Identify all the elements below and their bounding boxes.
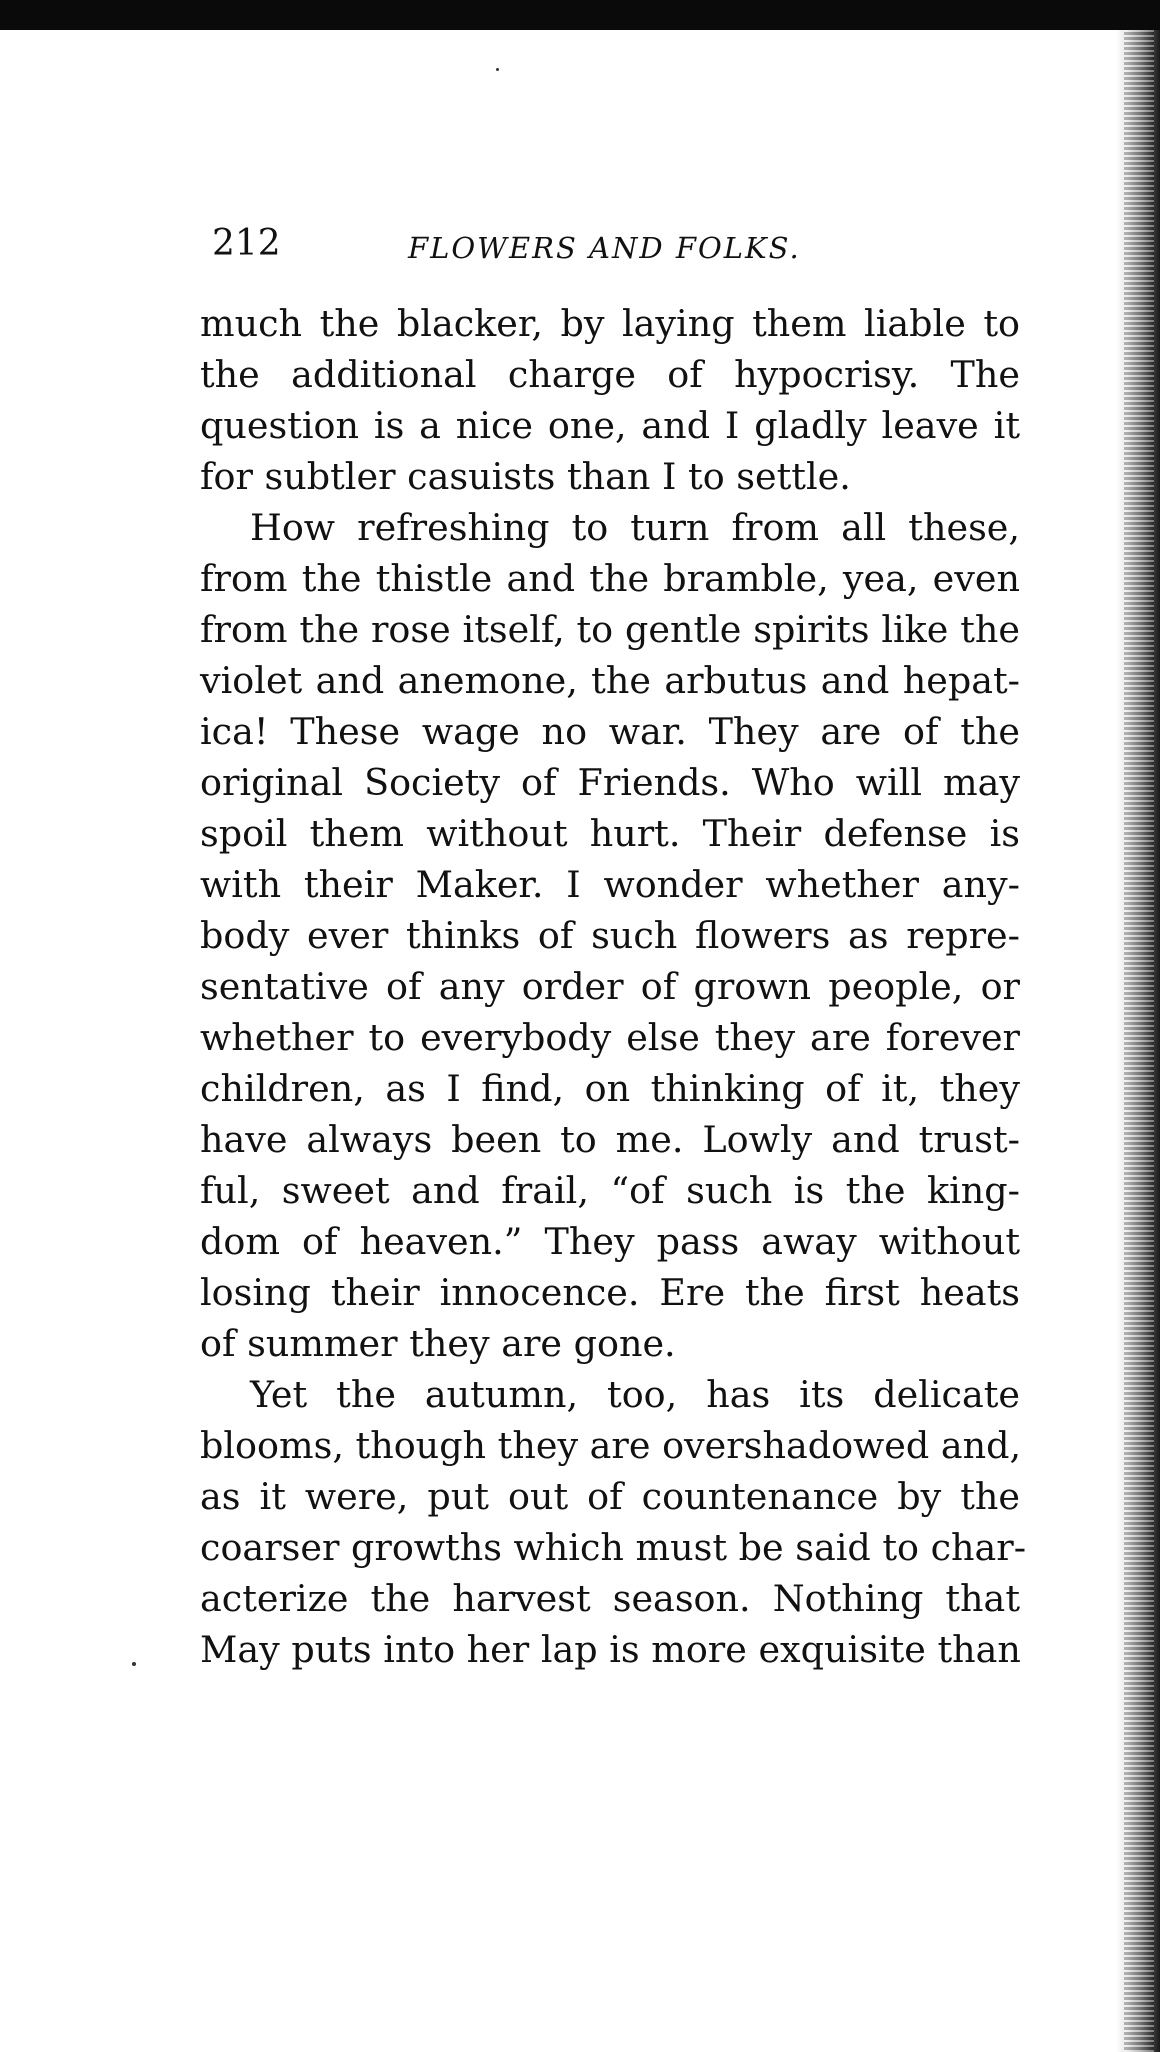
text-line: coarser growths which must be said to char- (200, 1526, 1027, 1569)
text-line: Yet the autumn, too, has its delicate (250, 1373, 1020, 1416)
running-title: FLOWERS AND FOLKS. (408, 231, 801, 265)
text-line: spoil them without hurt. Their defense is (200, 812, 1020, 855)
text-line: question is a nice one, and I gladly leave it (200, 404, 1020, 447)
paragraph (200, 502, 1020, 1369)
text-line: children, as I find, on thinking of it, they (200, 1067, 1020, 1110)
text-line: How refreshing to turn from all these, (250, 506, 1020, 549)
text-line: acterize the harvest season. Nothing that (200, 1577, 1020, 1620)
text-line: ica! These wage no war. They are of the (200, 710, 1020, 753)
text-line: losing their innocence. Ere the first heats (200, 1271, 1020, 1314)
text-line: have always been to me. Lowly and trust- (200, 1118, 1020, 1161)
text-line: of summer they are gone. (200, 1322, 676, 1365)
page-number: 212 (212, 223, 281, 264)
scan-top-border (0, 0, 1160, 30)
text-line: much the blacker, by laying them liable to (200, 302, 1020, 345)
text-line: for subtler casuists than I to settle. (200, 455, 851, 498)
text-line: original Society of Friends. Who will may (200, 761, 1020, 804)
text-line: ful, sweet and frail, “of such is the king- (200, 1169, 1020, 1212)
paragraph (200, 1369, 1027, 1675)
text-line: whether to everybody else they are forever (200, 1016, 1020, 1059)
text-line: as it were, put out of countenance by the (200, 1475, 1020, 1518)
text-line: violet and anemone, the arbutus and hepat- (200, 659, 1020, 702)
scan-speck (496, 68, 499, 71)
text-line: body ever thinks of such flowers as repre- (200, 914, 1020, 957)
text-line: May puts into her lap is more exquisite than (200, 1628, 1021, 1671)
page-header (212, 222, 832, 266)
page-edge-texture (1124, 30, 1154, 2052)
body-text (200, 298, 1027, 1675)
text-line: sentative of any order of grown people, or (200, 965, 1020, 1008)
paragraph (200, 298, 1020, 502)
text-line: dom of heaven.” They pass away without (200, 1220, 1020, 1263)
text-line: the additional charge of hypocrisy. The (200, 353, 1020, 396)
text-line: from the thistle and the bramble, yea, even (200, 557, 1020, 600)
text-line: with their Maker. I wonder whether any- (200, 863, 1020, 906)
text-line: from the rose itself, to gentle spirits like the (200, 608, 1020, 651)
text-line: blooms, though they are overshadowed and, (200, 1424, 1022, 1467)
scan-speck (132, 1662, 136, 1666)
